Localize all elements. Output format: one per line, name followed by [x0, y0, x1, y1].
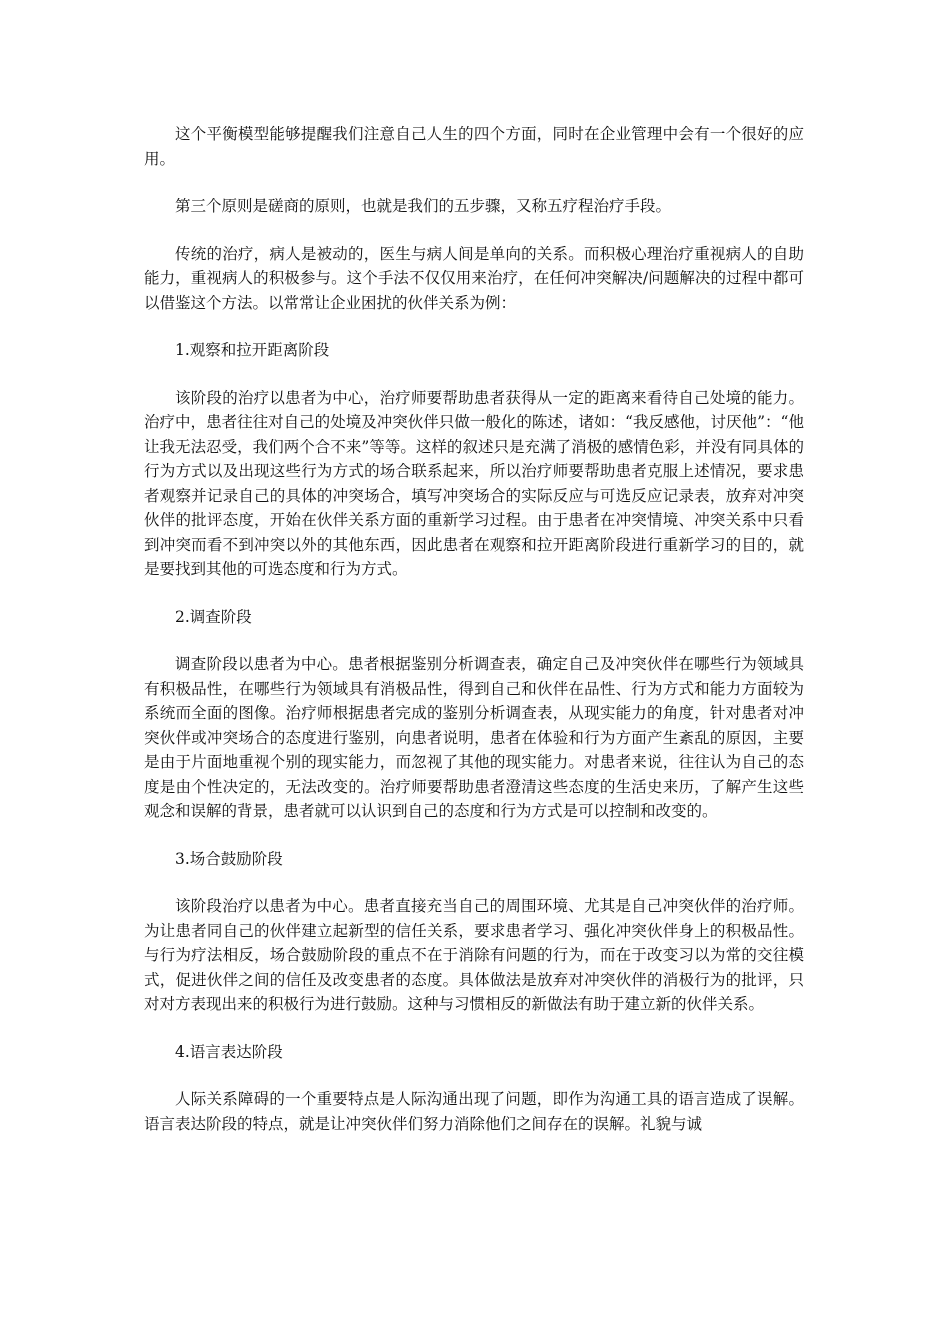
- paragraph: 第三个原则是磋商的原则，也就是我们的五步骤，又称五疗程治疗手段。: [175, 197, 672, 215]
- paragraph: 传统的治疗，病人是被动的，医生与病人间是单向的关系。而积极心理治疗重视病人的自助能力，重视病人的积极参与。这个手法不仅仅用来治疗，在任何冲突解决/问题解决的过程中都可以借鉴这个方法。以常常让企业困扰的伙伴关系为例：: [144, 244, 804, 312]
- paragraph: 该阶段的治疗以患者为中心，治疗师要帮助患者获得从一定的距离来看待自己处境的能力。治疗中，患者往往对自己的处境及冲突伙伴只做一般化的陈述，诸如：“我反感他，讨厌他”：“他让我无法忍受，我们两个合不来”等等。这样的叙述只是充满了消极的感情色彩，并没有同具体的行为方式以及出现这些行为方式的场合联系起来，所以治疗师要帮助患者克服上述情况，要求患者观察并记录自己的具体的冲突场合，填写冲突场合的实际反应与可选反应记录表，放弃对冲突伙伴的批评态度，开始在伙伴关系方面的重新学习过程。由于患者在冲突情境、冲突关系中只看到冲突而看不到冲突以外的其他东西，因此患者在观察和拉开距离阶段进行重新学习的目的，就是要找到其他的可选态度和行为方式。: [144, 388, 804, 578]
- paragraph: 人际关系障碍的一个重要特点是人际沟通出现了问题，即作为沟通工具的语言造成了误解。语言表达阶段的特点，就是让冲突伙伴们努力消除他们之间存在的误解。礼貌与诚: [144, 1090, 804, 1133]
- section-heading: 3.场合鼓励阶段: [175, 849, 283, 868]
- document-page: [144, 122, 804, 1159]
- section-heading: 1.观察和拉开距离阶段: [175, 341, 330, 359]
- paragraph: 该阶段治疗以患者为中心。患者直接充当自己的周围环境、尤其是自己冲突伙伴的治疗师。为让患者同自己的伙伴建立起新型的信任关系，要求患者学习、强化冲突伙伴身上的积极品性。与行为疗法相反，场合鼓励阶段的重点不在于消除有问题的行为，而在于改变习以为常的交往模式，促进伙伴之间的信任及改变患者的态度。具体做法是放弃对冲突伙伴的消极行为的批评，只对对方表现出来的积极行为进行鼓励。这种与习惯相反的新做法有助于建立新的伙伴关系。: [144, 897, 804, 1013]
- section-heading: 4.语言表达阶段: [175, 1042, 283, 1061]
- paragraph: 这个平衡模型能够提醒我们注意自己人生的四个方面，同时在企业管理中会有一个很好的应用。: [144, 125, 804, 168]
- paragraph: 调查阶段以患者为中心。患者根据鉴别分析调查表，确定自己及冲突伙伴在哪些行为领域具有积极品性，在哪些行为领域具有消极品性，得到自己和伙伴在品性、行为方式和能力方面较为系统而全面的图像。治疗师根据患者完成的鉴别分析调查表，从现实能力的角度，针对患者对冲突伙伴或冲突场合的态度进行鉴别，向患者说明，患者在体验和行为方面产生紊乱的原因，主要是由于片面地重视个别的现实能力，而忽视了其他的现实能力。对患者来说，往往认为自己的态度是由个性决定的，无法改变的。治疗师要帮助患者澄清这些态度的生活史来历，了解产生这些观念和误解的背景，患者就可以认识到自己的态度和行为方式是可以控制和改变的。: [144, 655, 804, 820]
- section-heading: 2.调查阶段: [175, 607, 252, 626]
